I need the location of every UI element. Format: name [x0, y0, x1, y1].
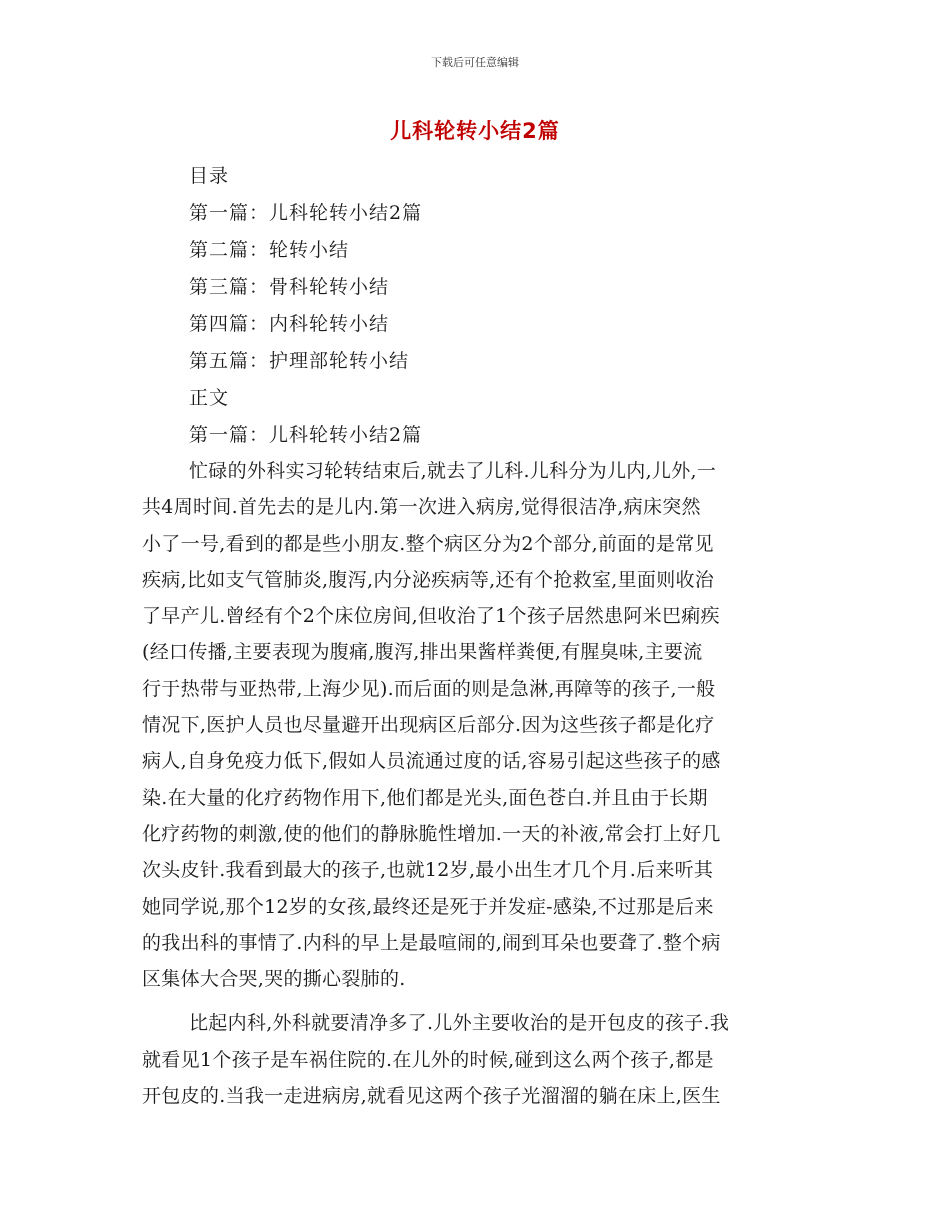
text-line: 的我出科的事情了.内科的早上是最喧闹的,闹到耳朵也要聋了.整个病 — [142, 931, 721, 954]
text-line: 次头皮针.我看到最大的孩子,也就12岁,最小出生才几个月.后来听其 — [142, 859, 714, 882]
text-line: 小了一号,看到的都是些小朋友.整个病区分为2个部分,前面的是常见 — [142, 532, 714, 555]
toc-item: 第二篇：轮转小结 — [189, 239, 350, 261]
table-of-contents — [189, 158, 829, 454]
toc-item: 第三篇：骨科轮转小结 — [189, 276, 390, 298]
text-line: 她同学说,那个12岁的女孩,最终还是死于并发症-感染,不过那是后来 — [142, 895, 714, 918]
text-line: 疾病,比如支气管肺炎,腹泻,内分泌疾病等,还有个抢救室,里面则收治 — [142, 568, 715, 591]
document-title: 儿科轮转小结2篇 — [390, 119, 560, 143]
text-line: 开包皮的.当我一走进病房,就看见这两个孩子光溜溜的躺在床上,医生 — [142, 1085, 721, 1108]
text-line: 就看见1个孩子是车祸住院的.在儿外的时候,碰到这么两个孩子,都是 — [142, 1048, 714, 1071]
text-line: 共4周时间.首先去的是儿内.第一次进入病房,觉得很洁净,病床突然 — [142, 496, 701, 519]
toc-item: 第一篇：儿科轮转小结2篇 — [189, 202, 423, 224]
text-line: 忙碌的外科实习轮转结束后,就去了儿科.儿科分为儿内,儿外,一 — [189, 460, 717, 482]
paragraph — [142, 1005, 808, 1114]
text-line: 比起内科,外科就要清净多了.儿外主要收治的是开包皮的孩子.我 — [189, 1012, 730, 1035]
text-line: 行于热带与亚热带,上海少见).而后面的则是急淋,再障等的孩子,一般 — [142, 677, 716, 700]
body-text — [142, 453, 808, 1122]
text-line: 化疗药物的刺激,使的他们的静脉脆性增加.一天的补液,常会打上好几 — [142, 822, 721, 845]
body-heading: 正文 — [189, 387, 230, 409]
text-line: 区集体大合哭,哭的撕心裂肺的. — [142, 968, 406, 991]
section-title: 第一篇：儿科轮转小结2篇 — [189, 424, 423, 446]
text-line: 染.在大量的化疗药物作用下,他们都是光头,面色苍白.并且由于长期 — [142, 786, 708, 809]
text-line: (经口传播,主要表现为腹痛,腹泻,排出果酱样粪便,有腥臭味,主要流 — [142, 641, 703, 664]
text-line: 情况下,医护人员也尽量避开出现病区后部分.因为这些孩子都是化疗 — [142, 714, 715, 737]
toc-heading: 目录 — [189, 165, 230, 187]
header-note: 下载后可任意编辑 — [431, 56, 519, 69]
text-line: 病人,自身免疫力低下,假如人员流通过度的话,容易引起这些孩子的感 — [142, 750, 721, 773]
toc-item: 第五篇：护理部轮转小结 — [189, 350, 410, 372]
text-line: 了早产儿.曾经有个2个床位房间,但收治了1个孩子居然患阿米巴痢疾 — [142, 605, 720, 628]
toc-item: 第四篇：内科轮转小结 — [189, 313, 390, 335]
paragraph — [142, 453, 808, 997]
